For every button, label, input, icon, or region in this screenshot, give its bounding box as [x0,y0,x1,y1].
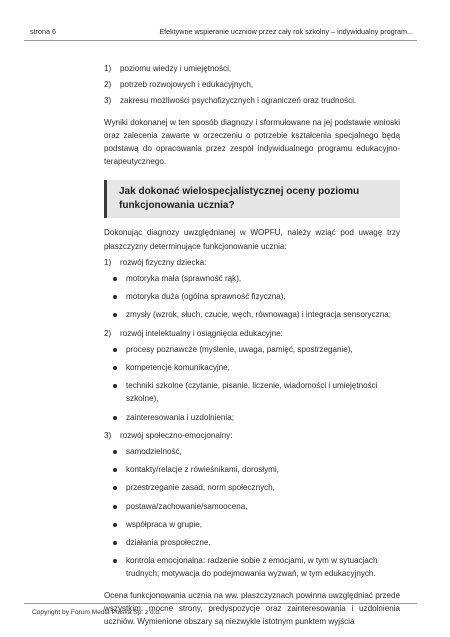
paragraph: Ocena funkcjonowania ucznia na ww. płaszczyznach powinna uwzględniać przede wszystkim: mocne strony, predyspozycje oraz zainteresowania i uzdolnienia uczniów. Wymienione obszary są niezwykle istotnym punktem wyjścia [104,590,400,627]
group-intellectual [104,327,400,424]
bullet-icon [113,366,117,370]
group-title [104,327,400,340]
bullet-text: przestrzeganie zasad, norm społecznych, [126,483,275,493]
page-content [104,62,400,628]
list-number: 3) [104,430,112,440]
bullet-text: zmysły (wzrok, słuch, czucie, węch, równowaga) i integracja sensoryczna; [126,310,391,320]
list-text: poziomu wiedzy i umiejętności, [120,64,232,73]
bullet-icon [113,416,117,420]
copyright-footer: Copyright by Forum Media Polska Sp. z o.o. [32,609,161,616]
paragraph: Dokonując diagnozy uwzględnianej w WOPFU, należy wziąć pod uwagę trzy płaszczyzny determinujące funkcjonowanie ucznia: [104,228,400,251]
bullet-item [104,290,400,303]
bullet-text: procesy poznawcze (myślenie, uwaga, pamięć, spostrzeganie), [126,344,353,354]
list-number: 2) [104,80,112,90]
bullet-text: motoryka duża (ogólna sprawność fizyczna), [126,292,286,302]
bullet-icon [113,450,117,454]
bullet-icon [113,295,117,299]
bullet-icon [113,541,117,545]
list-text: potrzeb rozwojowych i edukacyjnych, [120,80,254,90]
bullet-icon [113,468,117,472]
bullet-icon [113,559,117,563]
bullet-icon [113,523,117,527]
bullet-item [104,272,400,285]
bullet-item [104,379,400,405]
bullet-item [104,445,400,458]
list-number: 1) [104,257,112,267]
bullet-icon [113,505,117,509]
page-number: strona 6 [30,27,56,36]
list-text: zakresu możliwości psychofizycznych i ograniczeń oraz trudności. [120,96,357,106]
intro-list [104,62,400,108]
group-title-text: rozwój fizyczny dziecka: [120,257,207,267]
bullet-item [104,536,400,549]
list-item [104,94,400,107]
bullet-text: kontakty/relacje z rówieśnikami, dorosłymi, [126,465,279,475]
bullet-item [104,411,400,424]
bullet-icon [113,348,117,352]
bullet-text: kontrola emocjonalna: radzenie sobie z emocjami, w tym w sytuacjach trudnych; motywacja do podejmowania wyzwań, w tym edukacyjnych. [126,556,378,579]
footer-divider [24,603,417,604]
group-title-text: rozwój społeczno-emocjonalny: [120,430,233,440]
running-title: Efektywne wspieranie uczniów przez cały rok szkolny – indywidualny program... [159,27,413,36]
bullet-icon [113,486,117,490]
list-number: 2) [104,328,112,338]
group-title-text: rozwój intelektualny i osiągnięcia edukacyjne: [120,328,283,338]
section-heading: Jak dokonać wielospecjalistycznej oceny poziomu funkcjonowania ucznia? [104,180,400,218]
bullet-text: motoryka mała (sprawność rąk), [126,274,242,284]
bullet-item [104,308,400,321]
bullet-text: postawa/zachowanie/samoocena, [126,501,248,511]
bullet-item [104,481,400,494]
bullet-item [104,554,400,580]
bullet-text: współpraca w grupie, [126,519,203,529]
list-item [104,62,400,75]
bullet-text: kompetencje komunikacyjne, [126,363,230,373]
bullet-item [104,343,400,356]
paragraph: Wyniki dokonanej w ten sposób diagnozy i sformułowane na jej podstawie wnioski oraz zalecenia zawarte w orzeczeniu o potrzebie kształcenia specjalnego będą podstawą do opracowania przez zespół indywidualnego programu edukacyjno-terapeutycznego. [104,117,400,167]
bullet-text: samodzielność, [126,447,182,457]
group-title [104,256,400,269]
group-physical [104,256,400,322]
bullet-text: działania prospołeczne, [126,538,211,548]
bullet-icon [113,313,117,317]
bullet-item [104,361,400,374]
bullet-icon [113,277,117,281]
page-header [24,24,417,41]
group-social-emotional [104,429,400,581]
list-number: 3) [104,96,112,106]
bullet-item [104,500,400,513]
group-title [104,429,400,442]
bullet-item [104,518,400,531]
bullet-text: techniki szkolne (czytanie, pisanie, liczenie, wiadomości i umiejętności szkolne), [126,381,378,404]
bullet-item [104,463,400,476]
list-number: 1) [104,64,112,73]
bullet-icon [113,384,117,388]
list-item [104,78,400,91]
bullet-text: zainteresowania i uzdolnienia; [126,412,234,422]
